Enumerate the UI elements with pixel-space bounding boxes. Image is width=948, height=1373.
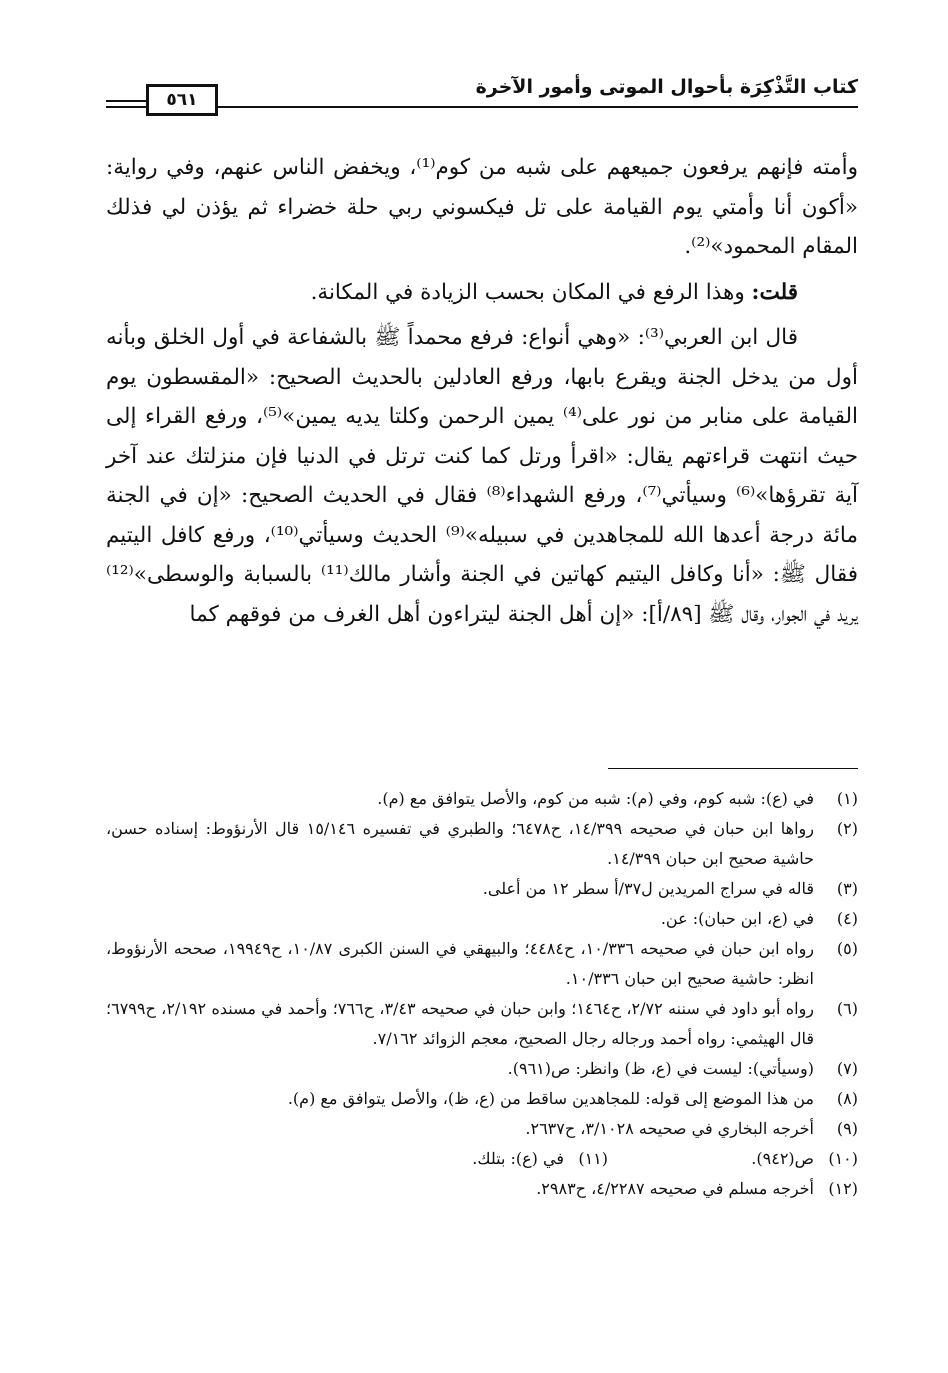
footnote-number: (٩)	[836, 1119, 858, 1138]
footnote-number: (٥)	[836, 939, 858, 958]
footnote-separator	[608, 768, 858, 769]
page-header	[106, 72, 858, 116]
footnote-text: في (ع): بتلك.	[472, 1149, 564, 1168]
footnote-text: رواها ابن حبان في صحيحه ١٤/٣٩٩، ح٦٤٧٨؛ والطبري في تفسيره ١٥/١٤٦ قال الأرنؤوط: إسناده حسن، حاشية صحيح ابن حبان ١٤/٣٩٩.	[106, 819, 815, 868]
paragraph-qult	[106, 273, 858, 313]
qult-label: قلت:	[751, 279, 798, 305]
running-title: كتاب التَّذْكِرَة بأحوال الموتى وأمور الآخرة	[475, 76, 858, 98]
footnote-pair-10-11	[106, 1144, 858, 1174]
page-number: ٥٦١	[146, 84, 218, 116]
footnote-7	[106, 1054, 858, 1084]
main-text	[106, 148, 858, 634]
footnote-6	[106, 994, 858, 1054]
footnote-text: أخرجه البخاري في صحيحه ٣/١٠٢٨، ح٢٦٣٧.	[525, 1119, 814, 1138]
paragraph-ibn-arabi: قال ابن العربي⁽³⁾: «وهي أنواع: فرفع محمداً ﷺ بالشفاعة في أول الخلق وبأنه أول من يدخل الجنة ويقرع بابها، ورفع العادلين بالحديث الصحيح: «المقسطون يوم القيامة على منابر من نور على⁽⁴⁾ يمين الرحمن وكلتا يديه يمين»⁽⁵⁾، ورفع القراء إلى حيث انتهت قراءتهم يقال: «اقرأ ورتل كما كنت ترتل في الدنيا فإن منزلتك عند آخر آية تقرؤها»⁽⁶⁾ وسيأتي⁽⁷⁾، ورفع الشهداء⁽⁸⁾ فقال في الحديث الصحيح: «إن في الجنة مائة درجة أعدها الله للمجاهدين في سبيله»⁽⁹⁾ الحديث وسيأتي⁽¹⁰⁾، ورفع كافل اليتيم فقال ﷺ: «أنا وكافل اليتيم كهاتين في الجنة وأشار مالك⁽¹¹⁾ بالسبابة والوسطى»⁽¹²⁾ يريد في الجوار، وقال ﷺ [٨٩/أ]: «إن أهل الجنة ليتراءون أهل الغرف من فوقهم كما	[106, 325, 858, 627]
footnote-9	[106, 1114, 858, 1144]
footnote-text: في (ع): شبه كوم، وفي (م): شبه من كوم، والأصل يتوافق مع (م).	[377, 789, 814, 808]
footnote-text: (وسيأتي): ليست في (ع، ظ) وانظر: ص(٩٦١).	[507, 1059, 814, 1078]
footnote-number: (١)	[836, 789, 858, 808]
footnote-text: رواه ابن حبان في صحيحه ١٠/٣٣٦، ح٤٤٨٤؛ والبيهقي في السنن الكبرى ١٠/٨٧، ح١٩٩٤٩، صححه الأرنؤوط، انظر: حاشية صحيح ابن حبان ١٠/٣٣٦.	[106, 939, 815, 988]
header-rule	[218, 106, 858, 108]
footnote-12	[106, 1174, 858, 1204]
footnote-text: أخرجه مسلم في صحيحه ٤/٢٢٨٧، ح٢٩٨٣.	[536, 1179, 814, 1198]
footnotes	[106, 784, 858, 1204]
footnote-number: (٢)	[836, 819, 858, 838]
footnote-10	[608, 1144, 858, 1174]
footnote-8	[106, 1084, 858, 1114]
footnote-number: (١٢)	[828, 1179, 858, 1198]
footnote-1	[106, 784, 858, 814]
qult-text: وهذا الرفع في المكان بحسب الزيادة في المكانة.	[310, 279, 752, 305]
footnote-number: (٧)	[836, 1059, 858, 1078]
footnote-text: في (ع، ابن حبان): عن.	[660, 909, 814, 928]
footnote-5	[106, 934, 858, 994]
paragraph-1: وأمته فإنهم يرفعون جميعهم على شبه من كوم⁽¹⁾، ويخفض الناس عنهم، وفي رواية: «أكون أنا وأمتي يوم القيامة على تل فيكسوني ربي حلة خضراء ثم يؤذن لي فذلك المقام المحمود»⁽²⁾.	[106, 155, 858, 259]
footnote-number: (٦)	[836, 999, 858, 1018]
footnote-number: (٣)	[836, 879, 858, 898]
footnote-text: ص(٩٤٢).	[751, 1149, 814, 1168]
footnote-3	[106, 874, 858, 904]
footnote-text: من هذا الموضع إلى قوله: للمجاهدين ساقط من (ع، ظ)، والأصل يتوافق مع (م).	[287, 1089, 814, 1108]
footnote-4	[106, 904, 858, 934]
footnote-number: (١١)	[578, 1149, 608, 1168]
header-rule-left-top	[106, 100, 146, 102]
footnote-number: (٤)	[836, 909, 858, 928]
footnote-number: (١٠)	[828, 1149, 858, 1168]
header-rule-left-bottom	[106, 106, 146, 108]
footnote-text: رواه أبو داود في سننه ٢/٧٢، ح١٤٦٤؛ وابن حبان في صحيحه ٣/٤٣، ح٧٦٦؛ وأحمد في مسنده ٢/١٩٢، ح٦٧٩٩؛ قال الهيثمي: رواه أحمد ورجاله رجال الصحيح، معجم الزوائد ٧/١٦٢.	[106, 999, 815, 1048]
footnote-text: قاله في سراج المريدين ل٣٧/أ سطر ١٢ من أعلى.	[482, 879, 814, 898]
footnote-number: (٨)	[836, 1089, 858, 1108]
footnote-11	[358, 1144, 608, 1174]
footnote-2	[106, 814, 858, 874]
